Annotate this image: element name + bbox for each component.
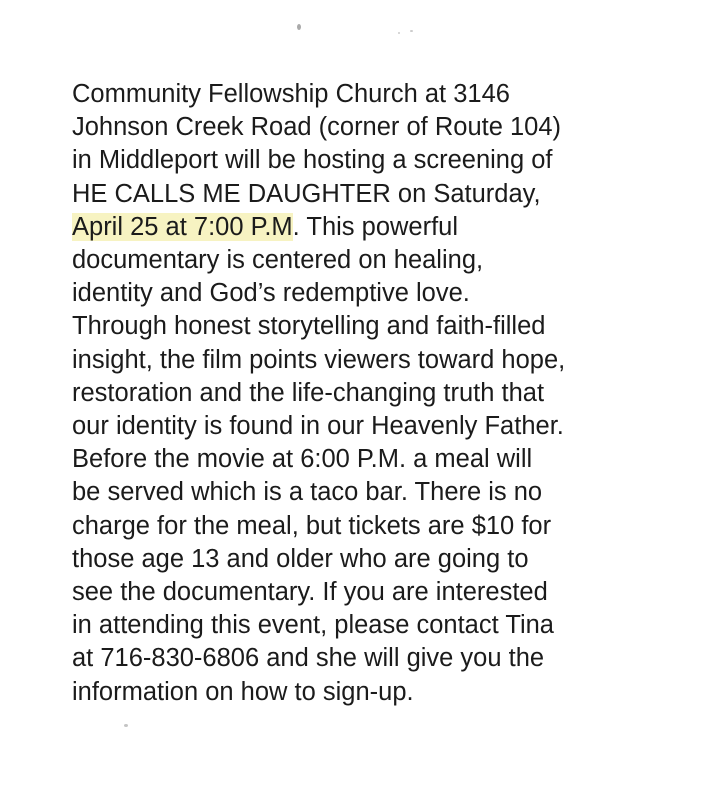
article-line: Community Fellowship Church at 3146 — [72, 80, 510, 108]
article-line: be served which is a taco bar. There is no — [72, 478, 543, 507]
event-announcement — [72, 78, 702, 709]
article-line: Before the movie at 6:00 P.M. a meal will — [72, 445, 533, 474]
highlighted-date: April 25 at 7:00 P.M — [72, 212, 293, 241]
article-line: charge for the meal, but tickets are $10 for — [72, 511, 552, 540]
article-line: restoration and the life-changing truth that — [72, 378, 545, 407]
article-line-rest: . This powerful — [292, 212, 459, 241]
article-line: HE CALLS ME DAUGHTER on Saturday, — [72, 179, 541, 208]
article-line: identity and God’s redemptive love. — [72, 279, 470, 308]
article-line: our identity is found in our Heavenly Father. — [72, 412, 564, 441]
article-line: in attending this event, please contact Tina — [72, 611, 554, 640]
scan-speck — [297, 24, 301, 30]
article-line: at 716-830-6806 and she will give you the — [72, 644, 545, 673]
article-line: documentary is centered on healing, — [72, 246, 484, 275]
scan-speck — [410, 30, 413, 32]
article-line — [72, 211, 702, 244]
scan-speck — [124, 724, 128, 727]
article-line: see the documentary. If you are interested — [72, 578, 548, 607]
scan-speck — [398, 32, 400, 34]
article-line: information on how to sign-up. — [72, 677, 414, 706]
article-line: in Middleport will be hosting a screening of — [72, 146, 553, 175]
article-line: Through honest storytelling and faith-filled — [72, 312, 546, 341]
article-line: those age 13 and older who are going to — [72, 544, 529, 573]
article-line: insight, the film points viewers toward hope, — [72, 345, 566, 374]
article-line: Johnson Creek Road (corner of Route 104) — [72, 113, 562, 142]
